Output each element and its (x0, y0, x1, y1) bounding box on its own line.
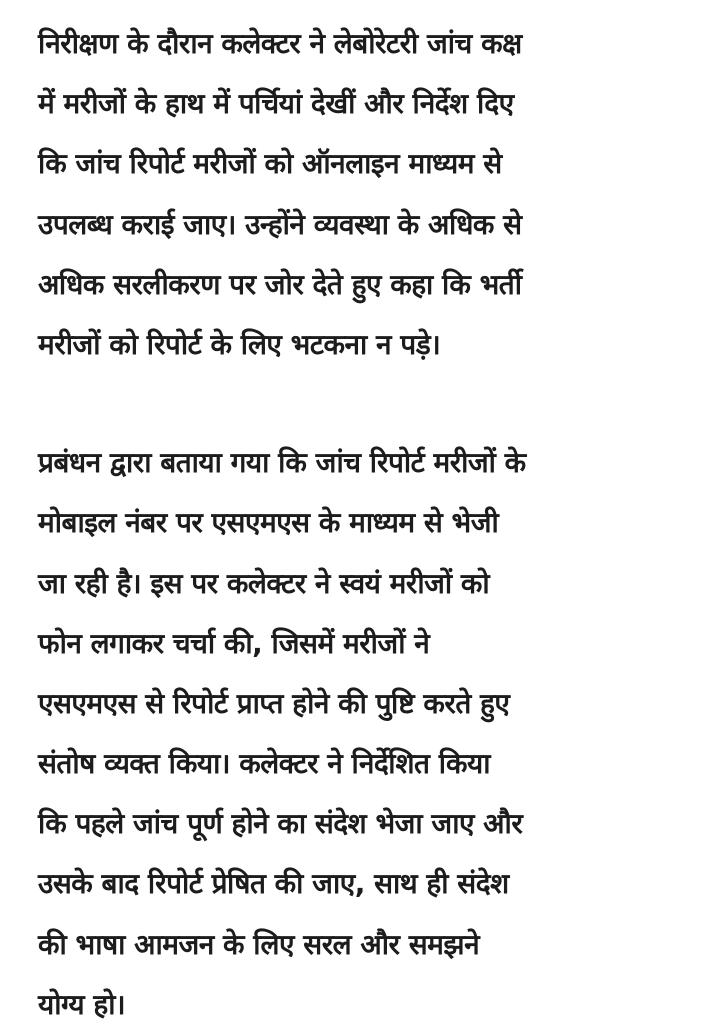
text-line: अधिक सरलीकरण पर जोर देते हुए कहा कि भर्ती (38, 267, 522, 301)
text-line: कि पहले जांच पूर्ण होने का संदेश भेजा जाए और (38, 807, 523, 841)
text-line: निरीक्षण के दौरान कलेक्टर ने लेबोरेटरी जांच कक्ष (38, 27, 522, 60)
text-line: की भाषा आमजन के लिए सरल और समझने (38, 927, 480, 961)
paragraph-gap (38, 375, 688, 433)
text-line: फोन लगाकर चर्चा की, जिसमें मरीजों ने (38, 626, 430, 660)
paragraph-1 (38, 14, 688, 375)
paragraph-2 (38, 433, 688, 1035)
text-line: में मरीजों के हाथ में पर्चियां देखीं और निर्देश दिए (38, 87, 514, 121)
text-line: एसएमएस से रिपोर्ट प्राप्त होने की पुष्टि करते हुए (38, 686, 510, 720)
text-line: उपलब्ध कराई जाए। उन्होंने व्यवस्था के अधिक से (38, 207, 522, 241)
text-line: प्रबंधन द्वारा बताया गया कि जांच रिपोर्ट मरीजों के (38, 446, 526, 480)
text-line: कि जांच रिपोर्ट मरीजों को ऑनलाइन माध्यम से (38, 147, 502, 181)
text-line: योग्य हो। (38, 987, 126, 1021)
text-line: मोबाइल नंबर पर एसएमएस के माध्यम से भेजी (38, 506, 499, 540)
article-text (38, 14, 688, 1035)
text-line: उसके बाद रिपोर्ट प्रेषित की जाए, साथ ही संदेश (38, 867, 509, 901)
text-line: संतोष व्यक्त किया। कलेक्टर ने निर्देशित किया (38, 747, 490, 781)
text-line: मरीजों को रिपोर्ट के लिए भटकना न पड़े। (38, 327, 441, 361)
text-line: जा रही है। इस पर कलेक्टर ने स्वयं मरीजों को (38, 566, 490, 600)
